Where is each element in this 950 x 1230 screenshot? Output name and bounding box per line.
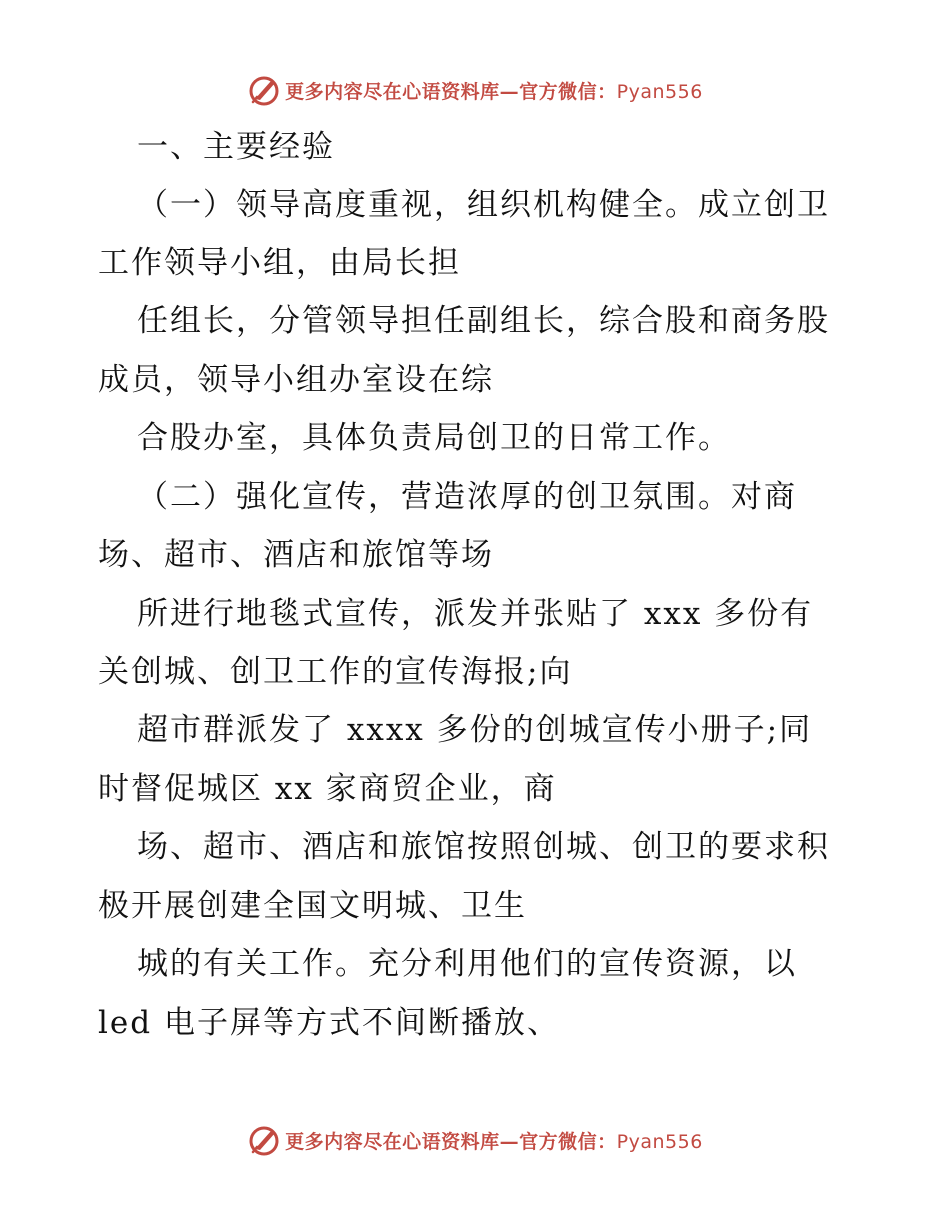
- footer-banner-text: 更多内容尽在心语资料库—官方微信：Pyan556: [285, 1130, 703, 1153]
- paragraph-line: 所进行地毯式宣传，派发并张贴了 xxx 多份有: [137, 596, 814, 632]
- header-banner: [0, 70, 950, 110]
- paragraph-line: 任组长，分管领导担任副组长，综合股和商务股: [137, 303, 830, 339]
- paragraph-line: 场、超市、酒店和旅馆等场: [98, 537, 494, 573]
- section-heading: 一、主要经验: [137, 129, 335, 165]
- paragraph-line: （一）领导高度重视，组织机构健全。成立创卫: [137, 187, 830, 223]
- footer-banner: [0, 1120, 950, 1160]
- quill-circle-icon: [247, 73, 281, 107]
- paragraph-line: 城的有关工作。充分利用他们的宣传资源，以: [137, 946, 797, 982]
- paragraph-line: 时督促城区 xx 家商贸企业，商: [98, 771, 557, 807]
- header-banner-text: 更多内容尽在心语资料库—官方微信：Pyan556: [285, 80, 703, 103]
- paragraph-line: 关创城、创卫工作的宣传海报;向: [98, 654, 573, 690]
- paragraph-line: led 电子屏等方式不间断播放、: [98, 1005, 560, 1041]
- paragraph-line: （二）强化宣传，营造浓厚的创卫氛围。对商: [137, 479, 797, 515]
- paragraph-line: 合股办室，具体负责局创卫的日常工作。: [137, 420, 731, 456]
- paragraph-line: 成员，领导小组办室设在综: [98, 362, 494, 398]
- quill-circle-icon: [247, 1123, 281, 1157]
- paragraph-line: 场、超市、酒店和旅馆按照创城、创卫的要求积: [137, 829, 830, 865]
- paragraph-line: 工作领导小组，由局长担: [98, 245, 461, 281]
- paragraph-line: 极开展创建全国文明城、卫生: [98, 888, 527, 924]
- paragraph-line: 超市群派发了 xxxx 多份的创城宣传小册子;同: [137, 712, 813, 748]
